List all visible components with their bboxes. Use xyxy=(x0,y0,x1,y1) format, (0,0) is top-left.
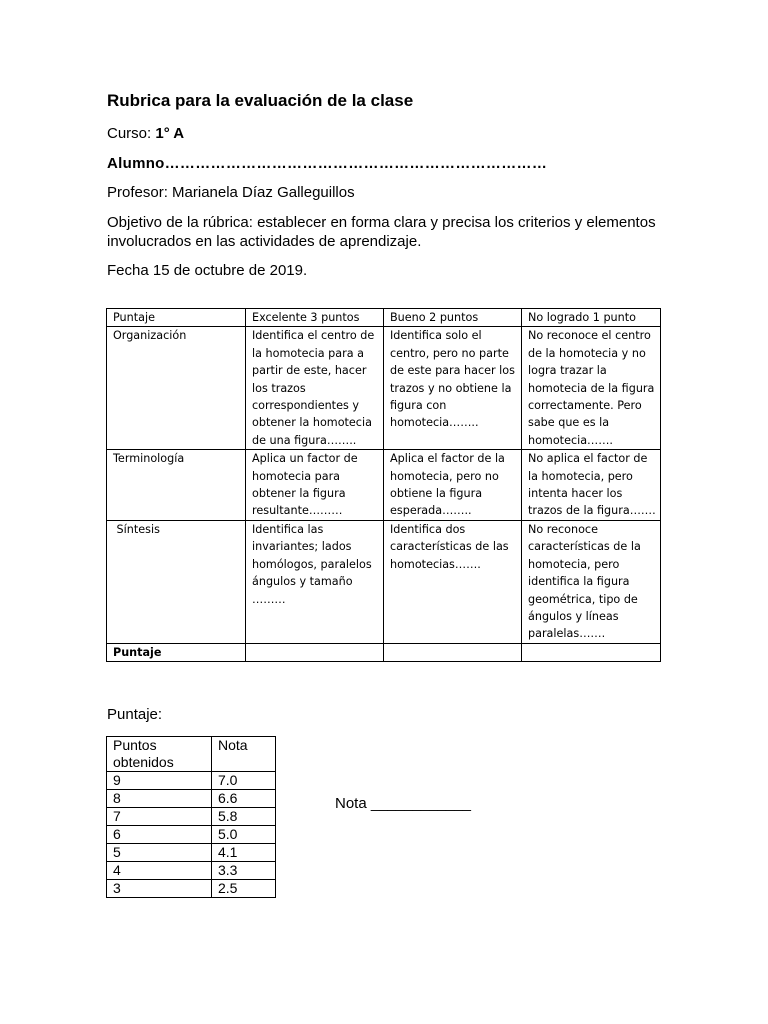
profesor-line: Profesor: Marianela Díaz Galleguillos xyxy=(107,184,355,201)
rubric-table xyxy=(106,308,661,662)
grades-points: 4 xyxy=(107,862,212,880)
rubric-empty-cell xyxy=(384,643,522,661)
rubric-header-cell: Puntaje xyxy=(107,309,246,327)
grades-nota: 5.0 xyxy=(212,826,276,844)
grades-points: 8 xyxy=(107,790,212,808)
grades-row xyxy=(107,826,276,844)
grades-nota: 6.6 xyxy=(212,790,276,808)
grades-points: 5 xyxy=(107,844,212,862)
grades-row xyxy=(107,844,276,862)
rubric-header-cell: Excelente 3 puntos xyxy=(246,309,384,327)
nota-line: Nota ____________ xyxy=(335,795,471,812)
rubric-cell-no-logrado: No aplica el factor de la homotecia, pero intenta hacer los trazos de la figura……. xyxy=(522,450,661,521)
grades-nota: 2.5 xyxy=(212,880,276,898)
rubric-empty-cell xyxy=(522,643,661,661)
rubric-criterion: Terminología xyxy=(107,450,246,521)
grades-header-cell: Puntos obtenidos xyxy=(107,737,212,772)
rubric-row xyxy=(107,450,661,521)
rubric-criterion: Síntesis xyxy=(107,520,246,643)
objetivo-text: Objetivo de la rúbrica: establecer en forma clara y precisa los criterios y elementos involucrados en las actividades de aprendizaje. xyxy=(107,214,656,250)
grades-header-row xyxy=(107,737,276,772)
rubric-cell-no-logrado: No reconoce características de la homotecia, pero identifica la figura geométrica, tipo de ángulos y líneas paralelas……. xyxy=(522,520,661,643)
grades-nota: 3.3 xyxy=(212,862,276,880)
rubric-footer-label: Puntaje xyxy=(107,643,246,661)
grades-row xyxy=(107,790,276,808)
rubric-cell-bueno: Identifica solo el centro, pero no parte de este para hacer los trazos y no obtiene la figura con homotecia…….. xyxy=(384,327,522,450)
rubric-cell-bueno: Identifica dos características de las homotecias……. xyxy=(384,520,522,643)
rubric-cell-excelente: Identifica el centro de la homotecia para a partir de este, hacer los trazos correspondientes y obtener la homotecia de una figura…….. xyxy=(246,327,384,450)
grades-header-cell: Nota xyxy=(212,737,276,772)
rubric-header-row xyxy=(107,309,661,327)
rubric-footer-row xyxy=(107,643,661,661)
rubric-empty-cell xyxy=(246,643,384,661)
grades-nota: 5.8 xyxy=(212,808,276,826)
rubric-cell-bueno: Aplica el factor de la homotecia, pero no obtiene la figura esperada…….. xyxy=(384,450,522,521)
alumno-line: Alumno………………………………………………………………… xyxy=(107,155,548,172)
rubric-row xyxy=(107,327,661,450)
grades-points: 7 xyxy=(107,808,212,826)
curso-label: Curso: xyxy=(107,125,156,142)
page-title: Rubrica para la evaluación de la clase xyxy=(107,91,414,110)
grades-points: 6 xyxy=(107,826,212,844)
grades-points: 9 xyxy=(107,772,212,790)
rubric-cell-no-logrado: No reconoce el centro de la homotecia y no logra trazar la homotecia de la figura correctamente. Pero sabe que es la homotecia……. xyxy=(522,327,661,450)
rubric-cell-excelente: Aplica un factor de homotecia para obtener la figura resultante……… xyxy=(246,450,384,521)
grades-points: 3 xyxy=(107,880,212,898)
grades-row xyxy=(107,772,276,790)
rubric-cell-excelente: Identifica las invariantes; lados homólogos, paralelos ángulos y tamaño ……… xyxy=(246,520,384,643)
rubric-header-cell: Bueno 2 puntos xyxy=(384,309,522,327)
grades-nota: 7.0 xyxy=(212,772,276,790)
grades-row xyxy=(107,880,276,898)
rubric-criterion: Organización xyxy=(107,327,246,450)
curso-line xyxy=(107,125,184,142)
grades-row xyxy=(107,808,276,826)
curso-value: 1° A xyxy=(155,125,185,142)
grades-label: Puntaje: xyxy=(107,706,163,723)
rubric-header-cell: No logrado 1 punto xyxy=(522,309,661,327)
fecha-line: Fecha 15 de octubre de 2019. xyxy=(107,262,308,279)
grades-nota: 4.1 xyxy=(212,844,276,862)
rubric-row xyxy=(107,520,661,643)
grades-table xyxy=(106,736,276,898)
grades-row xyxy=(107,862,276,880)
